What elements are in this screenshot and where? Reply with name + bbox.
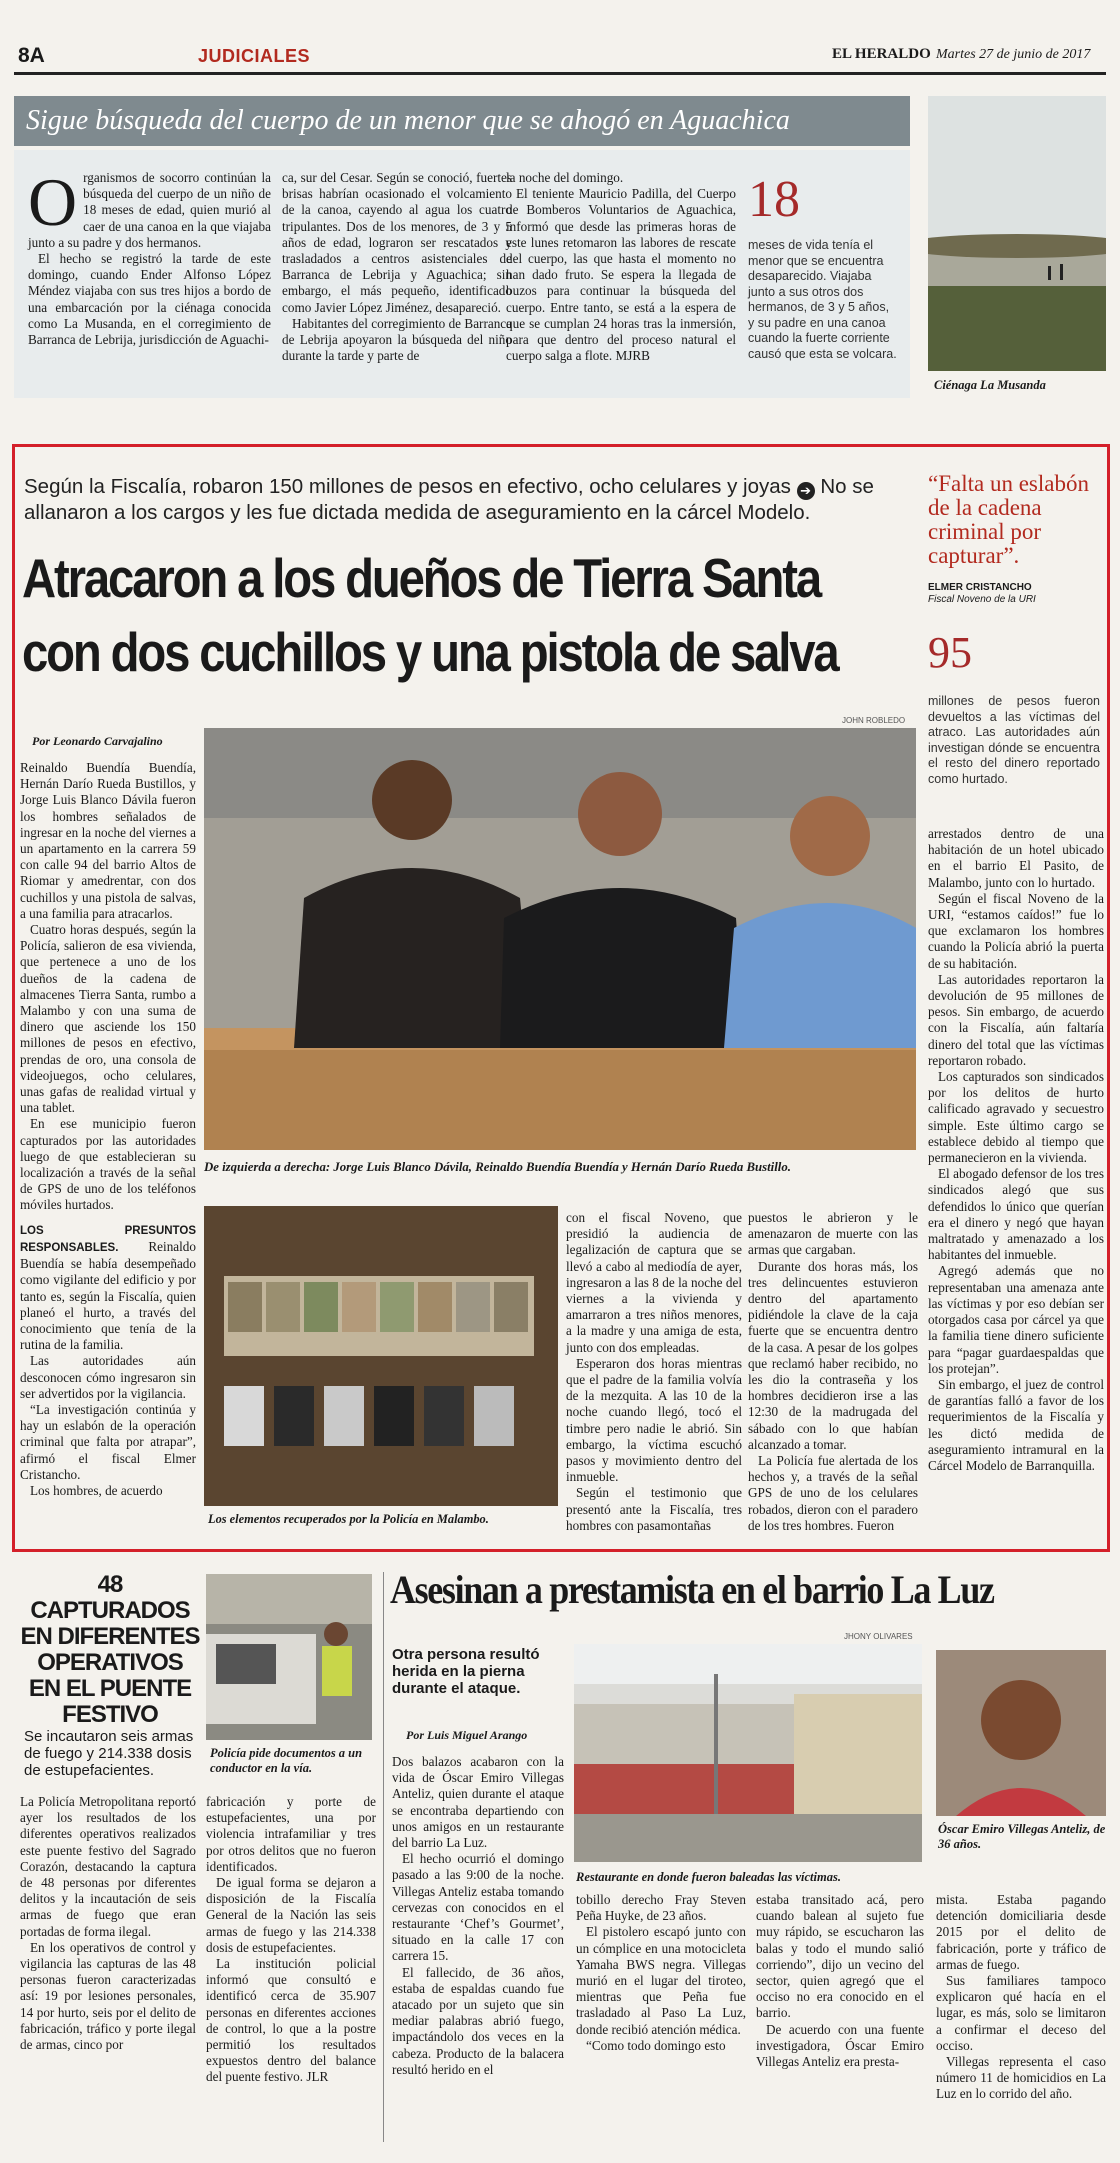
story3-headline: 48 CAPTURADOS EN DIFERENTES OPERATIVOS EN EL PUENTE FESTIVO [20,1571,200,1728]
paragraph: rganismos de socorro continúan la búsqueda del cuerpo de un niño de 18 meses de edad, quien murió al caer de una canoa en la que viajaba junto a su padre y dos hermanos. [28,170,271,250]
paragraph: tobillo derecho Fray Steven Peña Huyke, de 23 años. [576,1892,746,1924]
paragraph: Los hombres, de acuerdo [30,1482,163,1498]
story4-column-4 [936,1892,1106,2103]
paragraph: Agregó además que no representaban una amenaza ante las víctimas y por eso debían ser otorgados casa por cárcel ya que la familia tiene dinero suficiente para “pagar guardaespaldas que los protejan”. [928,1263,1104,1376]
story2-stat-text: millones de pesos fueron devueltos a las víctimas del atraco. Las autoridades aún investigan dónde se encuentra el resto del dinero reportado como hurtado. [928,694,1100,786]
recovered-items-caption: Los elementos recuperados por la Policía en Malambo. [208,1512,489,1526]
story2-byline: Por Leonardo Carvajalino [32,734,163,748]
paragraph: De acuerdo con una fuente investigadora, Óscar Emiro Villegas Anteliz era presta- [756,2021,924,2070]
publication-date: Martes 27 de junio de 2017 [936,47,1091,62]
paragraph: Las autoridades aún desconocen cómo ingresaron sin ser advertidos por la vigilancia. [20,1353,196,1401]
header-rule [14,72,1106,75]
story4-byline: Por Luis Miguel Arango [406,1728,528,1742]
victim-portrait-graphic [936,1650,1106,1816]
column-divider [383,1572,384,2142]
paragraph: Los capturados son sindicados por los delitos de hurto calificado agravado y secuestro simple. Este último cargo se establece debido al tiempo que permanecieron en la vivienda. [928,1069,1104,1166]
paragraph: El pistolero escapó junto con un cómplice en una motocicleta Yamaha BWS negra. Villegas murió en el lugar del tiroteo, mientras que Peña fue trasladado al Paso La Luz, donde recibió atención médica. [576,1924,746,2037]
paragraph: El hecho se registró la tarde de este domingo, cuando Ender Alfonso López Méndez viajaba con sus tres hijos a bordo de una embarcación por la ciénaga conocida como La Musanda, en el corregimiento de Barranca de Lebrija, jurisdicción de Aguachi- [28,251,271,348]
quote-role: Fiscal Noveno de la URI [928,594,1036,605]
story4-column-1 [392,1754,564,2078]
story2-deck-b: No se allanaron a los cargos y les fue dictada medida de aseguramiento en la cárcel Modelo. [24,475,874,524]
story4-headline: Asesinan a prestamista en el barrio La Luz [390,1567,994,1612]
story1-column-3 [506,170,736,364]
paragraph: En los operativos de control y vigilancia las capturas de las 48 personas fueron caracterizadas así: 19 por lesiones personales, 14 por hurto, seis por el delito de fabricación, tráfico y porte ilegal de armas, cinco por [20,1939,196,2053]
paragraph: estaba transitado acá, pero cuando balean al sujeto fue muy rápido, se escucharon las balas y todo el mundo salió corriendo”, dijo un vecino del sector, quien agregó que el occiso no era conocido en el barrio. [756,1892,924,2021]
paragraph: fabricación y porte de estupefacientes, una por violencia intrafamiliar y tres por otros delitos que no fueron identificados. [206,1794,376,1874]
paragraph: Dos balazos acabaron con la vida de Óscar Emiro Villegas Anteliz, quien durante el ataque se encontraba departiendo con unos amigos en un restaurante del barrio La Luz. [392,1754,564,1851]
paragraph: Cuatro horas después, según la Policía, salieron de esa vivienda, que pertenece a uno de los dueños de la cadena de almacenes Tierra Santa, rumbo a Malambo y con una suma de dinero que asciende los 150 millones de pesos en efectivo, prendas de oro, una consola de videojuegos, ocho celulares, unas gafas de realidad virtual y una tablet. [20,922,196,1116]
story2-deck [24,474,904,526]
story1-stat-number: 18 [748,171,800,228]
story3-column-1 [20,1794,196,2053]
recovered-items-graphic [204,1206,558,1506]
paragraph: mista. Estaba pagando detención domiciliaria desde 2015 por el delito de fabricación, porte y tráfico de armas de fuego. [936,1892,1106,1972]
arrow-right-icon: ➔ [797,482,815,500]
story4-deck: Otra persona resultó herida en la pierna durante el ataque. [392,1646,540,1697]
paragraph: La Policía fue alertada de los hechos y, a través de la señal GPS de uno de los celulares robados, dieron con el paradero de los tres hombres. Fueron [748,1453,918,1533]
paragraph: “Como todo domingo esto [586,2037,726,2053]
subhead-text: Reinaldo Buendía se había desempeñado como vigilante del edificio y por tanto es, según la Fiscalía, quien planeó el hurto, a través del conocimiento que tenía de la rutina de la familia. [20,1238,196,1353]
victim-portrait [936,1650,1106,1816]
paragraph: con el fiscal Noveno, que presidió la audiencia de legalización de captura que se llevó a cabo al mediodía de ayer, ingresaron a las 8 de la noche del viernes a la vivienda y amarraron a tres niños menores, a la madre y una amiga de esta, junto con dos empleadas. [566,1210,742,1355]
paragraph: En ese municipio fueron capturados por las autoridades luego de que establecieran su localización a través de la señal de GPS de uno de los teléfonos móviles hurtados. [20,1116,196,1213]
story4-column-2 [576,1892,746,2054]
suspects-photo [204,728,916,1150]
cienaga-photo [928,96,1106,371]
paragraph: Durante dos horas más, los tres delincuentes estuvieron dentro del apartamento pidiéndole la clave de la caja fuerte que se encuentra dentro de la casa. A pesar de los golpes que reclamó haber recibido, no les dio la contraseña y los hombres decidieron irse a las 12:30 de la madrugada del sábado con lo que habían alcanzado a tomar. [748,1258,918,1452]
police-photo-caption: Policía pide documentos a un conductor en la vía. [210,1746,363,1775]
paragraph: arrestados dentro de una habitación de un hotel ubicado en el barrio El Pasito, de Malambo, junto con lo hurtado. [928,826,1104,890]
section-title: JUDICIALES [198,46,311,66]
paragraph: Sus familiares tampoco explicaron qué hacía en el lugar, es más, solo se limitaron a confirmar el deceso del occiso. [936,1973,1106,2053]
story2-deck-a: Según la Fiscalía, robaron 150 millones de pesos en efectivo, ocho celulares y joyas [24,475,791,498]
police-photo-graphic [206,1574,372,1740]
paragraph: la noche del domingo. [506,170,624,185]
paragraph: El teniente Mauricio Padilla, del Cuerpo de Bomberos Voluntarios de Aguachica, informó que desde las primeras horas de este lunes retomaron las labores de rescate del cuerpo, las que hasta el momento no han dado fruto. Se espera la llegada de buzos para continuar la búsqueda del cuerpo. Entre tanto, se está a la espera de que se cumplan 24 horas tras la inmersión, para que dentro del proceso natural el cuerpo salga a flote. MJRB [506,186,736,364]
story2-column-1 [20,760,196,1499]
paragraph: Villegas representa el caso número 11 de homicidios en La Luz en lo corrido del año. [936,2054,1106,2102]
paragraph: puestos le abrieron y le amenazaron de muerte con las armas que cargaban. [748,1210,918,1258]
quote-author: ELMER CRISTANCHO [928,582,1032,593]
story1-column-2 [282,170,512,364]
main-photo-caption: De izquierda a derecha: Jorge Luis Blanco Dávila, Reinaldo Buendía Buendía y Hernán Darío Rueda Bustillo. [204,1160,791,1174]
paragraph: Reinaldo Buendía Buendía, Hernán Darío Rueda Bustillos, y Jorge Luis Blanco Dávila fueron los hombres señalados de ingresar en la noche del viernes a un apartamento en la carrera 59 con calle 94 del barrio Altos de Riomar y amedrentar, con dos cuchillos y una pistola de salvas, a una familia para atracarlos. [20,760,196,921]
story2-subhead: LOS PRESUNTOS RESPONSABLES. [20,1224,196,1254]
victim-caption: Óscar Emiro Villegas Anteliz, de 36 años. [938,1822,1106,1851]
story2-column-5 [928,826,1104,1474]
paragraph: Según el testimonio que presentó ante la Fiscalía, tres hombres con pasamontañas [566,1485,742,1533]
cienaga-caption: Ciénaga La Musanda [934,378,1046,392]
paragraph: De igual forma se dejaron a disposición de la Fiscalía General de la Nación las seis armas de fuego y las 214.338 dosis de estupefacientes. [206,1875,376,1955]
police-photo [206,1574,372,1740]
story1-column-1 [28,164,271,348]
paragraph: La Policía Metropolitana reportó ayer los resultados de los diferentes operativos realizados este puente festivo del Sagrado Corazón, destacando la captura de 48 personas por diferentes delitos y la incautación de seis armas de fuego que eran portadas de forma ilegal. [20,1794,196,1939]
story4-photo-credit: JHONY OLIVARES [844,1632,913,1641]
story2-column-3 [566,1210,742,1534]
drop-cap: O [28,164,78,240]
story2-headline-line1: Atracaron a los dueños de Tierra Santa [22,547,821,609]
paragraph: La institución policial informó que consultó e identificó cerca de 35.907 personas en diferentes acciones de control, lo que a la postre permitió los resultados expuestos dentro del balance del puente festivo. JLR [206,1956,376,2085]
cienaga-photo-graphic [928,96,1106,371]
story2-stat-number: 95 [928,628,972,677]
story1-stat-text: meses de vida tenía el menor que se encuentra desaparecido. Viajaba junto a sus otros dos hermanos, de 3 y 5 años, y su padre en una canoa cuando la fuerte corriente causó que esta se volcara. [748,238,897,361]
story3-deck: Se incautaron seis armas de fuego y 214.338 dosis de estupefacientes. [24,1728,194,1779]
paragraph: Habitantes del corregimiento de Barranca de Lebrija apoyaron la búsqueda del niño durante la tarde y parte de [282,315,512,364]
story3-column-2 [206,1794,376,2086]
paragraph: Las autoridades reportaron la devolución de 95 millones de pesos. Sin embargo, de acuerdo con la Fiscalía, aún faltaría dinero del total que las víctimas reportaron robado. [928,971,1104,1068]
page-number: 8A [18,44,45,67]
newspaper-name: EL HERALDO [832,46,931,62]
pull-quote: “Falta un eslabón de la cadena criminal por capturar”. [928,471,1089,568]
main-photo-credit: JOHN ROBLEDO [842,716,906,725]
paragraph: “La investigación continúa y hay un eslabón de la operación criminal que falta por atrapar”, afirmó el fiscal Elmer Cristancho. [20,1401,196,1482]
story1-headline: Sigue búsqueda del cuerpo de un menor que se ahogó en Aguachica [26,105,790,136]
story2-headline-line2: con dos cuchillos y una pistola de salva [22,621,838,683]
suspects-photo-graphic [204,728,916,1150]
restaurant-photo [574,1644,922,1862]
paragraph: Esperaron dos horas mientras que el padre de la familia volvía de la mezquita. A las 10 de la noche cuando llegó, tocó el timbre pero nadie le abrió. Sin embargo, la víctima escuchó pasos y movimiento dentro del inmueble. [566,1355,742,1485]
story4-column-3 [756,1892,924,2070]
restaurant-caption: Restaurante en donde fueron baleadas las víctimas. [576,1870,841,1884]
paragraph: Según el fiscal Noveno de la URI, “estamos caídos!” fue lo que exclamaron los hombres cuando la Policía abrió la puerta de su habitación. [928,890,1104,971]
paragraph: El abogado defensor de los tres sindicados alegó que sus defendidos lo único que querían era el dinero y negó que hayan maltratado y amenazado a los habitantes del inmueble. [928,1166,1104,1263]
paragraph: El fallecido, de 36 años, estaba de espaldas cuando fue atacado por un sujeto que sin mediar palabras abrió fuego, impactándolo dos veces en la cabeza. Producto de la balacera resultó herido en el [392,1964,564,2077]
paragraph: El hecho ocurrió el domingo pasado a las 9:00 de la noche. Villegas Anteliz estaba tomando cervezas con conocidos en el restaurante ‘Chef’s Gourmet’, situado en la calle 17 con carrera 15. [392,1851,564,1964]
paragraph: ca, sur del Cesar. Según se conoció, fuertes brisas habrían ocasionado el volcamiento de la canoa, cayendo al agua los cuatro tripulantes. Dos de los menores, de 3 y 5 años de edad, lograron ser rescatados y trasladados a centros asistenciales de Barranca de Lebrija y Aguachica; sin embargo, el más pequeño, identificado como Javier López Jiménez, desapareció. [282,170,512,315]
story2-column-4 [748,1210,918,1534]
paragraph: Sin embargo, el juez de control de garantías falló a favor de los requerimientos de la Fiscalía y les dictó medida de aseguramiento intramural en la Cárcel Modelo de Barranquilla. [928,1376,1104,1473]
recovered-items-photo [204,1206,558,1506]
restaurant-photo-graphic [574,1644,922,1862]
paragraph [20,1222,196,1354]
